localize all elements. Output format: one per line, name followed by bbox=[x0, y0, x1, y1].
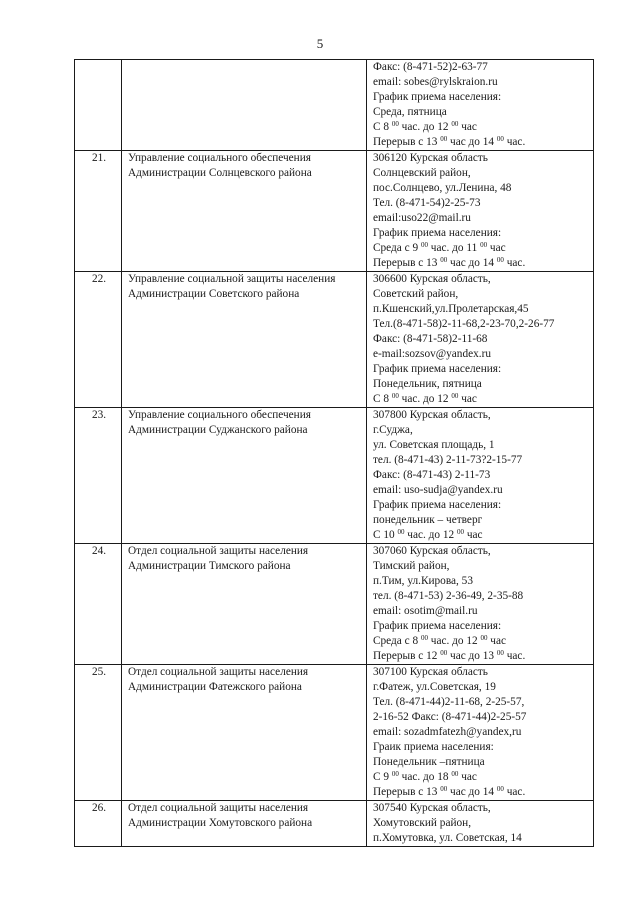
contact-line: С 8 $^{00}$ час. до 12 $^{00}$ час bbox=[373, 120, 477, 133]
contact-line: Тел.(8-471-58)2-11-68,2-23-70,2-26-77 bbox=[373, 318, 555, 330]
contact-line: 307540 Курская область, bbox=[373, 802, 491, 814]
contact-line: График приема населения: bbox=[373, 227, 502, 239]
contact-line: Факс: (8-471-58)2-11-68 bbox=[373, 333, 488, 345]
contact-line: Советский район, bbox=[373, 288, 459, 300]
row-number: 25. bbox=[75, 665, 122, 801]
agency-contact bbox=[367, 544, 594, 665]
agency-name: Управление социальной защиты населения Администрации Советского района bbox=[122, 272, 367, 408]
contact-line: Хомутовский район, bbox=[373, 817, 472, 829]
contact-line: Понедельник, пятница bbox=[373, 378, 482, 390]
contact-line: График приема населения: bbox=[373, 620, 502, 632]
agency-name: Управление социального обеспечения Администрации Суджанского района bbox=[122, 408, 367, 544]
contact-line: С 8 $^{00}$ час. до 12 $^{00}$ час bbox=[373, 392, 477, 405]
page-number: 5 bbox=[316, 36, 324, 51]
contact-line: п.Хомутовка, ул. Советская, 14 bbox=[373, 832, 522, 844]
agency-contact bbox=[367, 408, 594, 544]
contact-line: понедельник – четверг bbox=[373, 514, 483, 526]
contact-line: Перерыв с 13 $^{00}$ час до 14 $^{00}$ час. bbox=[373, 785, 526, 798]
contact-line: 307060 Курская область, bbox=[373, 545, 491, 557]
contact-line: График приема населения: bbox=[373, 91, 502, 103]
agency-name: Отдел социальной защиты населения Администрации Фатежского района bbox=[122, 665, 367, 801]
contact-line: Перерыв с 12 $^{00}$ час до 13 $^{00}$ час. bbox=[373, 649, 526, 662]
contact-line: г.Суджа, bbox=[373, 424, 413, 436]
contact-line: 306120 Курская область bbox=[373, 152, 488, 164]
contact-line: График приема населения: bbox=[373, 499, 502, 511]
contact-line: e-mail:sozsov@yandex.ru bbox=[373, 348, 492, 360]
table-row bbox=[75, 408, 594, 544]
row-number: 21. bbox=[75, 151, 122, 272]
table-row bbox=[75, 272, 594, 408]
contact-line: email:uso22@mail.ru bbox=[373, 212, 471, 224]
table-row bbox=[75, 665, 594, 801]
agency-name: Отдел социальной защиты населения Администрации Тимского района bbox=[122, 544, 367, 665]
table-row bbox=[75, 60, 594, 151]
row-number: 26. bbox=[75, 801, 122, 847]
contact-line: Понедельник –пятница bbox=[373, 756, 485, 768]
row-number: 22. bbox=[75, 272, 122, 408]
agency-contact bbox=[367, 801, 594, 847]
contact-line: email: sozadmfatezh@yandex,ru bbox=[373, 726, 522, 738]
agency-contact bbox=[367, 665, 594, 801]
agency-name: Отдел социальной защиты населения Администрации Хомутовского района bbox=[122, 801, 367, 847]
agency-contact bbox=[367, 272, 594, 408]
contact-line: С 10 $^{00}$ час. до 12 $^{00}$ час bbox=[373, 528, 483, 541]
contact-line: г.Фатеж, ул.Советская, 19 bbox=[373, 681, 496, 693]
table-row bbox=[75, 151, 594, 272]
contact-line: С 9 $^{00}$ час. до 18 $^{00}$ час bbox=[373, 770, 477, 783]
contact-line: email: sobes@rylskraion.ru bbox=[373, 76, 498, 88]
contact-line: Среда с 8 $^{00}$ час. до 12 $^{00}$ час bbox=[373, 634, 507, 647]
contact-line: п.Кшенский,ул.Пролетарская,45 bbox=[373, 303, 529, 315]
row-number: 23. bbox=[75, 408, 122, 544]
agencies-table bbox=[74, 59, 594, 847]
agencies-table-body bbox=[75, 60, 594, 847]
contact-line: email: uso-sudja@yandex.ru bbox=[373, 484, 503, 496]
contact-line: Перерыв с 13 $^{00}$ час до 14 $^{00}$ час. bbox=[373, 256, 526, 269]
row-number: 24. bbox=[75, 544, 122, 665]
agency-contact bbox=[367, 60, 594, 151]
contact-line: п.Тим, ул.Кирова, 53 bbox=[373, 575, 473, 587]
contact-line: Факс: (8-471-52)2-63-77 bbox=[373, 61, 488, 73]
contact-line: Солнцевский район, bbox=[373, 167, 471, 179]
contact-line: График приема населения: bbox=[373, 363, 502, 375]
table-row bbox=[75, 801, 594, 847]
contact-line: Тимский район, bbox=[373, 560, 450, 572]
contact-line: Граик приема населения: bbox=[373, 741, 494, 753]
agency-name bbox=[122, 60, 367, 151]
contact-line: Перерыв с 13 $^{00}$ час до 14 $^{00}$ час. bbox=[373, 135, 526, 148]
contact-line: ул. Советская площадь, 1 bbox=[373, 439, 495, 451]
contact-line: 2-16-52 Факс: (8-471-44)2-25-57 bbox=[373, 711, 527, 723]
contact-line: Тел. (8-471-44)2-11-68, 2-25-57, bbox=[373, 696, 525, 708]
contact-line: Факс: (8-471-43) 2-11-73 bbox=[373, 469, 491, 481]
contact-line: Среда с 9 $^{00}$ час. до 11 $^{00}$ час bbox=[373, 241, 506, 254]
table-row bbox=[75, 544, 594, 665]
agency-contact bbox=[367, 151, 594, 272]
contact-line: 307100 Курская область bbox=[373, 666, 488, 678]
row-number bbox=[75, 60, 122, 151]
contact-line: 307800 Курская область, bbox=[373, 409, 491, 421]
contact-line: тел. (8-471-53) 2-36-49, 2-35-88 bbox=[373, 590, 524, 602]
contact-line: Среда, пятница bbox=[373, 106, 447, 118]
contact-line: Тел. (8-471-54)2-25-73 bbox=[373, 197, 481, 209]
contact-line: пос.Солнцево, ул.Ленина, 48 bbox=[373, 182, 512, 194]
contact-line: 306600 Курская область, bbox=[373, 273, 491, 285]
contact-line: email: osotim@mail.ru bbox=[373, 605, 478, 617]
agency-name: Управление социального обеспечения Администрации Солнцевского района bbox=[122, 151, 367, 272]
contact-line: тел. (8-471-43) 2-11-73?2-15-77 bbox=[373, 454, 523, 466]
